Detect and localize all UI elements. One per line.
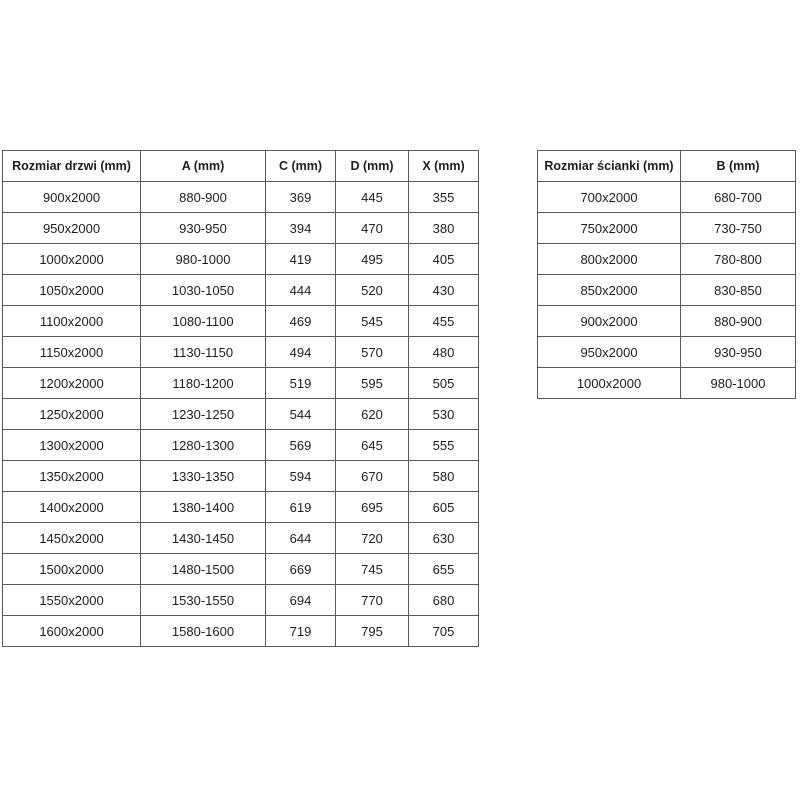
- table-row: [3, 337, 479, 368]
- column-header: X (mm): [409, 151, 479, 182]
- table-cell: 930-950: [681, 337, 796, 368]
- table-cell: 930-950: [141, 213, 266, 244]
- table-row: [538, 337, 796, 368]
- header-row: [3, 151, 479, 182]
- table-cell: 980-1000: [681, 368, 796, 399]
- table-cell: 1450x2000: [3, 523, 141, 554]
- table-cell: 630: [409, 523, 479, 554]
- table-cell: 730-750: [681, 213, 796, 244]
- table-cell: 880-900: [141, 182, 266, 213]
- table-row: [3, 492, 479, 523]
- table-row: [3, 213, 479, 244]
- table-cell: 670: [336, 461, 409, 492]
- table-cell: 1000x2000: [538, 368, 681, 399]
- table-cell: 900x2000: [3, 182, 141, 213]
- table-cell: 455: [409, 306, 479, 337]
- table-cell: 680: [409, 585, 479, 616]
- table-cell: 1400x2000: [3, 492, 141, 523]
- wall-size-table: [537, 150, 796, 399]
- table-cell: 380: [409, 213, 479, 244]
- table-cell: 580: [409, 461, 479, 492]
- table-cell: 800x2000: [538, 244, 681, 275]
- table-cell: 494: [266, 337, 336, 368]
- table-cell: 595: [336, 368, 409, 399]
- table-cell: 705: [409, 616, 479, 647]
- table-cell: 469: [266, 306, 336, 337]
- table-row: [538, 182, 796, 213]
- table-cell: 880-900: [681, 306, 796, 337]
- column-header: B (mm): [681, 151, 796, 182]
- table-cell: 780-800: [681, 244, 796, 275]
- table-row: [3, 523, 479, 554]
- table-cell: 555: [409, 430, 479, 461]
- table-cell: 505: [409, 368, 479, 399]
- table-row: [3, 616, 479, 647]
- table-cell: 619: [266, 492, 336, 523]
- table-cell: 1330-1350: [141, 461, 266, 492]
- table-row: [3, 399, 479, 430]
- table-cell: 1030-1050: [141, 275, 266, 306]
- table-cell: 1380-1400: [141, 492, 266, 523]
- table-cell: 795: [336, 616, 409, 647]
- table-cell: 569: [266, 430, 336, 461]
- table-row: [3, 585, 479, 616]
- table-cell: 445: [336, 182, 409, 213]
- table-cell: 719: [266, 616, 336, 647]
- table-cell: 770: [336, 585, 409, 616]
- table-cell: 355: [409, 182, 479, 213]
- table-cell: 1080-1100: [141, 306, 266, 337]
- table-cell: 1280-1300: [141, 430, 266, 461]
- table-cell: 700x2000: [538, 182, 681, 213]
- table-cell: 470: [336, 213, 409, 244]
- table-cell: 850x2000: [538, 275, 681, 306]
- column-header: A (mm): [141, 151, 266, 182]
- table-cell: 950x2000: [3, 213, 141, 244]
- table-cell: 980-1000: [141, 244, 266, 275]
- table-cell: 430: [409, 275, 479, 306]
- table-cell: 570: [336, 337, 409, 368]
- table-cell: 530: [409, 399, 479, 430]
- table-cell: 950x2000: [538, 337, 681, 368]
- table-cell: 1130-1150: [141, 337, 266, 368]
- door-size-table-header: [3, 151, 479, 182]
- table-cell: 745: [336, 554, 409, 585]
- table-row: [538, 213, 796, 244]
- table-row: [3, 368, 479, 399]
- header-row: [538, 151, 796, 182]
- table-cell: 645: [336, 430, 409, 461]
- table-row: [3, 306, 479, 337]
- table-cell: 1480-1500: [141, 554, 266, 585]
- table-cell: 519: [266, 368, 336, 399]
- table-row: [3, 430, 479, 461]
- table-cell: 1500x2000: [3, 554, 141, 585]
- table-cell: 830-850: [681, 275, 796, 306]
- table-row: [3, 461, 479, 492]
- table-cell: 419: [266, 244, 336, 275]
- table-row: [538, 368, 796, 399]
- table-row: [3, 554, 479, 585]
- table-cell: 520: [336, 275, 409, 306]
- column-header: D (mm): [336, 151, 409, 182]
- table-cell: 669: [266, 554, 336, 585]
- column-header: C (mm): [266, 151, 336, 182]
- table-cell: 1000x2000: [3, 244, 141, 275]
- table-cell: 1180-1200: [141, 368, 266, 399]
- table-cell: 644: [266, 523, 336, 554]
- door-size-table: [2, 150, 479, 647]
- table-cell: 1430-1450: [141, 523, 266, 554]
- table-row: [3, 244, 479, 275]
- table-cell: 545: [336, 306, 409, 337]
- table-cell: 444: [266, 275, 336, 306]
- column-header: Rozmiar drzwi (mm): [3, 151, 141, 182]
- table-cell: 1230-1250: [141, 399, 266, 430]
- table-cell: 1550x2000: [3, 585, 141, 616]
- table-row: [538, 306, 796, 337]
- table-row: [538, 275, 796, 306]
- table-cell: 1150x2000: [3, 337, 141, 368]
- wall-size-table-body: [538, 182, 796, 399]
- table-cell: 480: [409, 337, 479, 368]
- table-cell: 394: [266, 213, 336, 244]
- table-cell: 1300x2000: [3, 430, 141, 461]
- table-cell: 605: [409, 492, 479, 523]
- table-cell: 594: [266, 461, 336, 492]
- table-cell: 495: [336, 244, 409, 275]
- table-cell: 1250x2000: [3, 399, 141, 430]
- table-cell: 750x2000: [538, 213, 681, 244]
- door-size-table-body: [3, 182, 479, 647]
- table-cell: 1600x2000: [3, 616, 141, 647]
- table-cell: 405: [409, 244, 479, 275]
- table-cell: 1350x2000: [3, 461, 141, 492]
- table-cell: 720: [336, 523, 409, 554]
- table-cell: 369: [266, 182, 336, 213]
- table-cell: 1200x2000: [3, 368, 141, 399]
- table-cell: 1580-1600: [141, 616, 266, 647]
- table-cell: 620: [336, 399, 409, 430]
- table-cell: 1100x2000: [3, 306, 141, 337]
- table-cell: 695: [336, 492, 409, 523]
- table-cell: 680-700: [681, 182, 796, 213]
- table-cell: 694: [266, 585, 336, 616]
- table-row: [3, 275, 479, 306]
- wall-size-table-header: [538, 151, 796, 182]
- table-cell: 655: [409, 554, 479, 585]
- table-row: [3, 182, 479, 213]
- table-cell: 900x2000: [538, 306, 681, 337]
- table-cell: 1050x2000: [3, 275, 141, 306]
- column-header: Rozmiar ścianki (mm): [538, 151, 681, 182]
- table-cell: 1530-1550: [141, 585, 266, 616]
- table-row: [538, 244, 796, 275]
- table-cell: 544: [266, 399, 336, 430]
